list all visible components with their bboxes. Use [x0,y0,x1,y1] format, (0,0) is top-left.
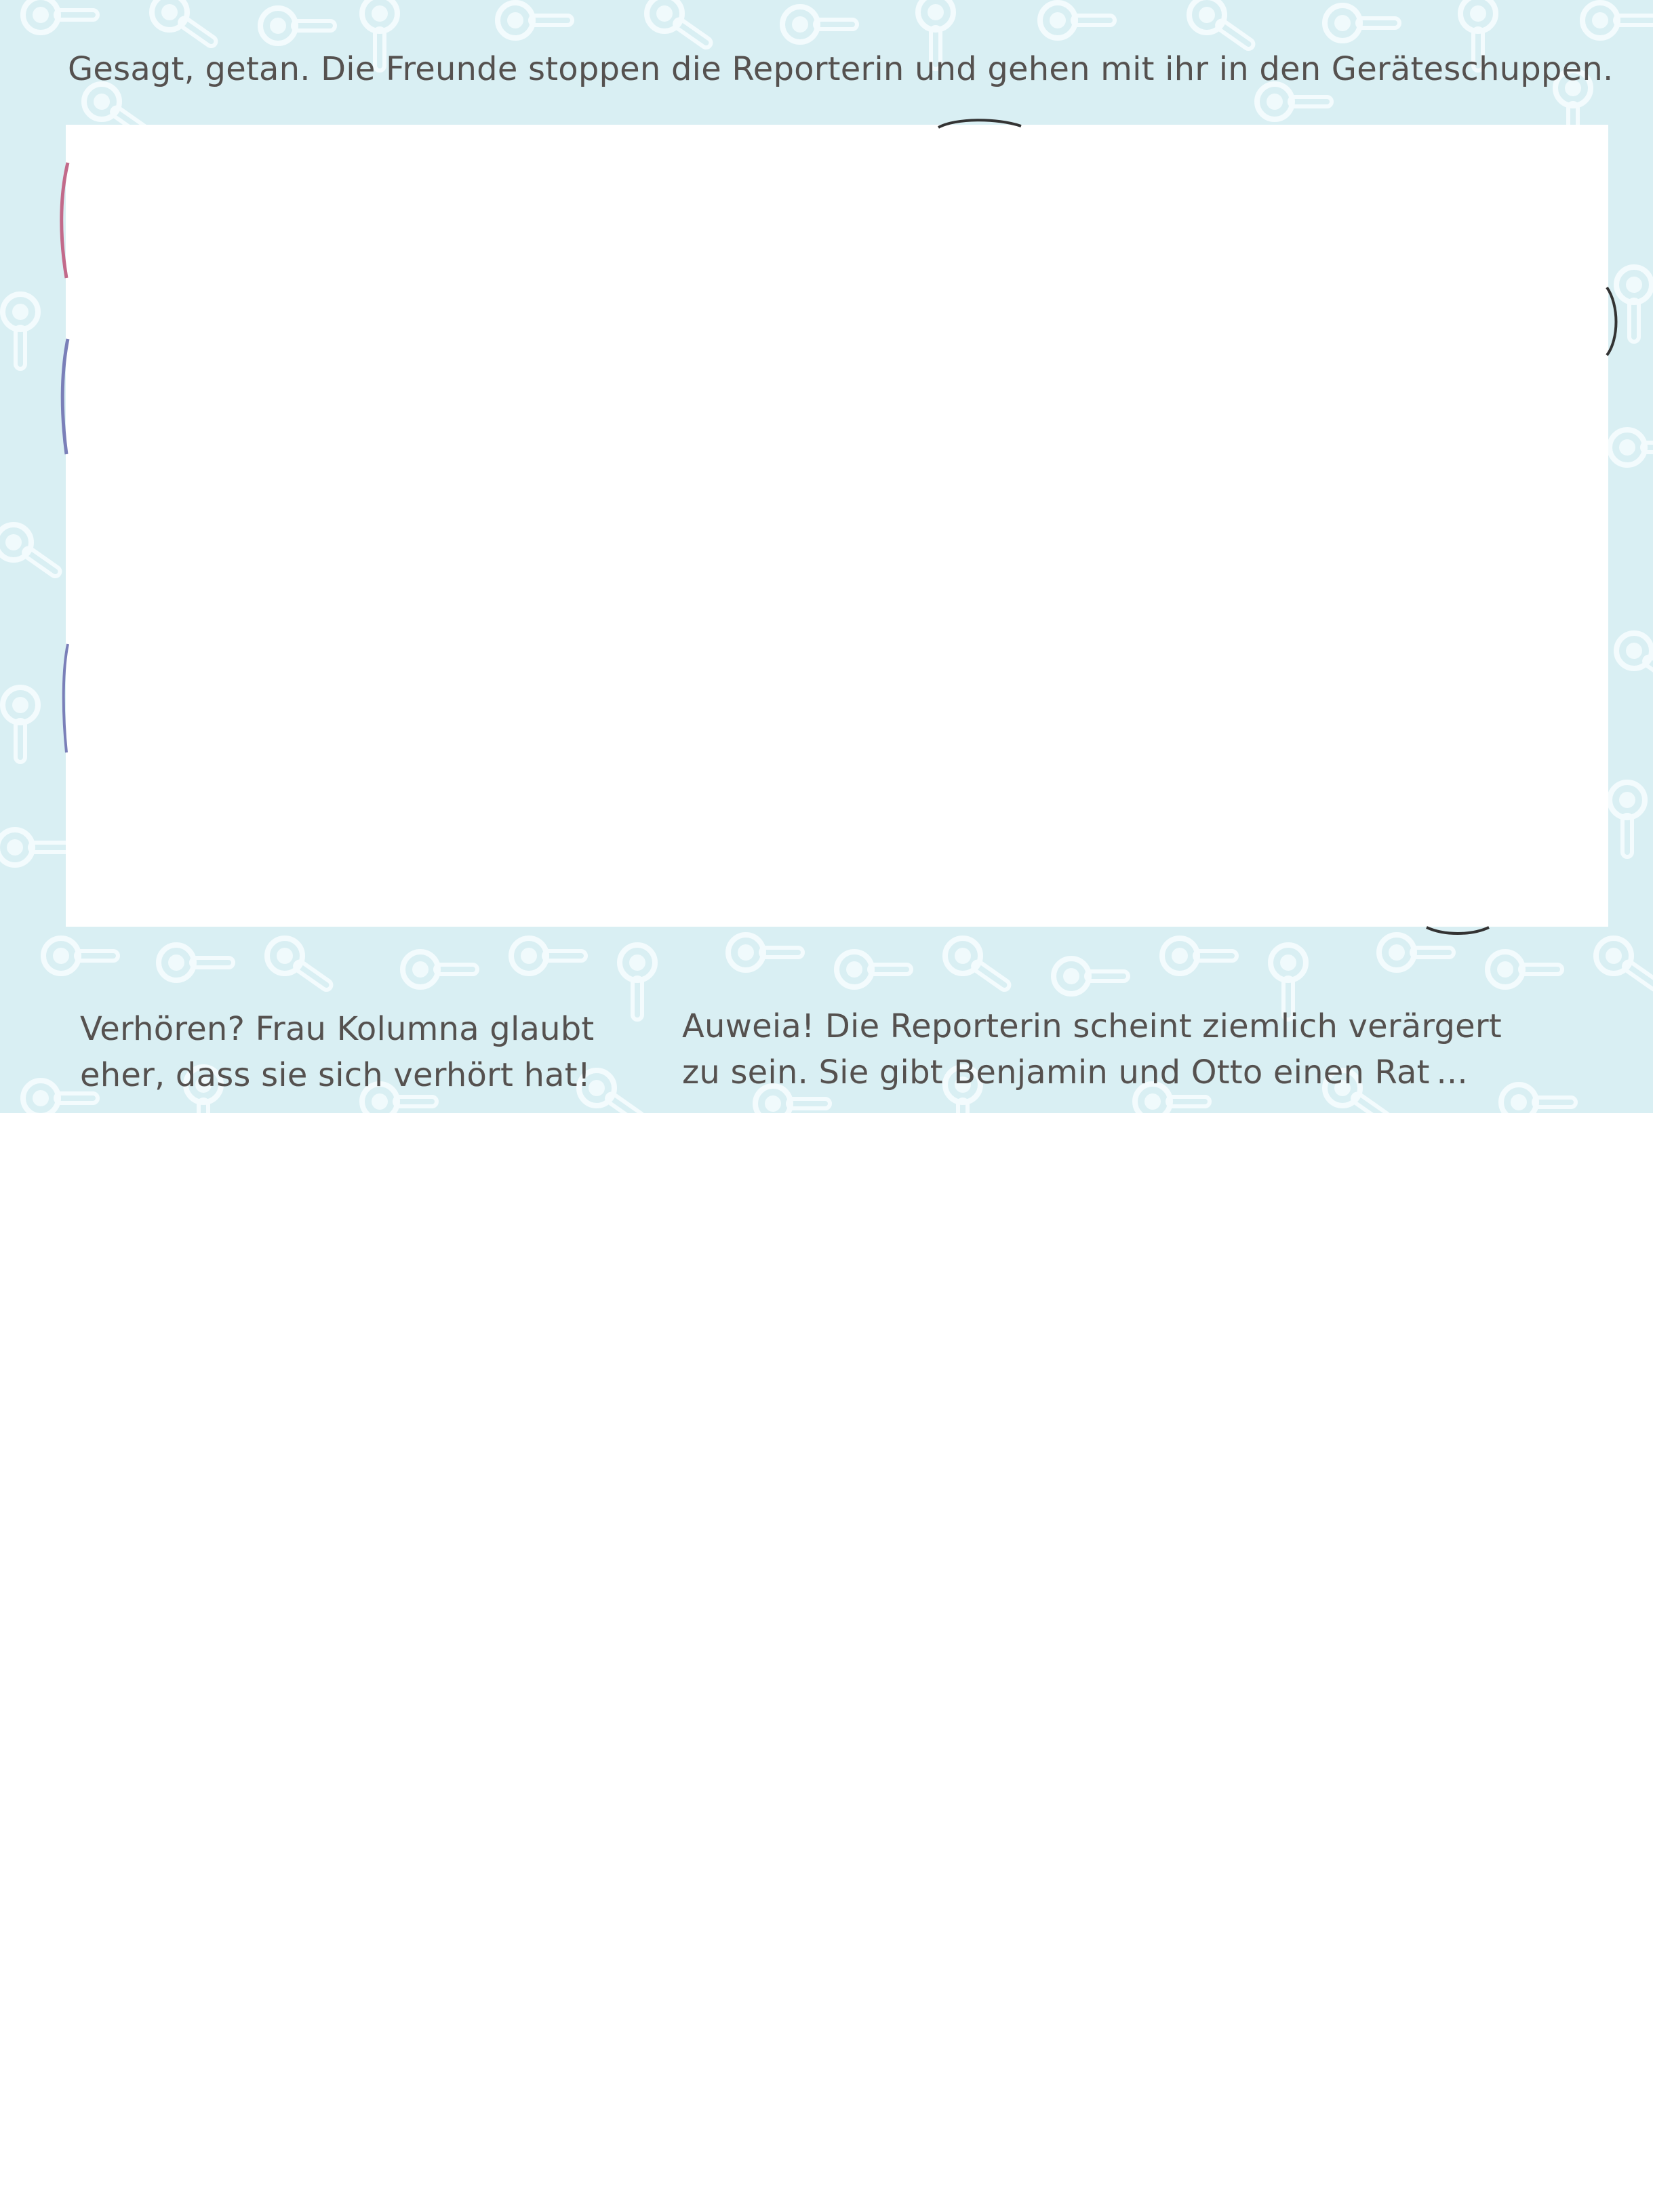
illustration-edge-bottom [1424,925,1492,937]
caption-right [682,1003,1502,1095]
caption-left [80,1006,594,1098]
illustration-edge-top [936,115,1024,129]
caption-left-line-1: Verhören? Frau Kolumna glaubt [80,1010,595,1048]
caption-right-line-1: Auweia! Die Reporterin scheint ziemlich verärgert [682,1007,1502,1045]
illustration-panel [66,125,1608,927]
illustration-edge-left [57,156,73,766]
illustration-edge-right [1604,285,1620,359]
caption-left-line-2: eher, dass sie sich verhört hat! [80,1056,591,1094]
magnifying-glass-icon [23,0,98,33]
caption-right-line-2: zu sein. Sie gibt Benjamin und Otto einen Rat ... [682,1053,1468,1091]
caption-top: Gesagt, getan. Die Freunde stoppen die Reporterin und gehen mit ihr in den Geräteschuppen. [68,50,1614,88]
